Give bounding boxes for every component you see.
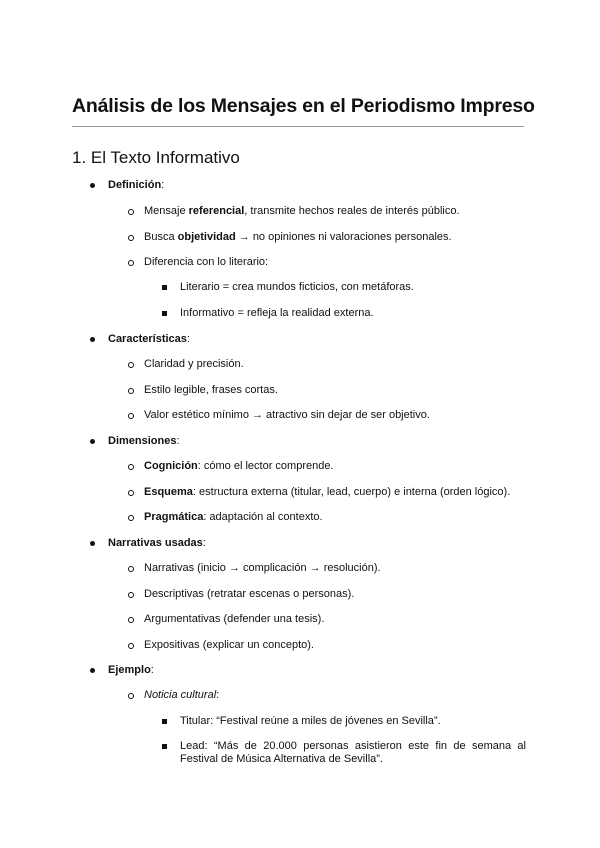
sub-item: Claridad y precisión. xyxy=(144,358,244,370)
bold-text: referencial xyxy=(188,205,245,217)
sub-item: Descriptivas (retratar escenas o personas). xyxy=(144,588,355,600)
text: Mensaje xyxy=(144,205,189,217)
text: Busca xyxy=(144,231,178,243)
item-colon: : xyxy=(202,537,206,549)
item-label: Características xyxy=(108,333,187,345)
bullet-circle-icon xyxy=(128,362,134,368)
bullet-circle-icon xyxy=(128,617,134,623)
item-label: Ejemplo xyxy=(108,664,151,676)
text: : estructura externa (titular, lead, cuerpo) e interna (orden lógico). xyxy=(192,486,511,498)
bullet-circle-icon xyxy=(128,464,134,470)
bullet-circle-icon xyxy=(128,693,134,699)
item-colon: : xyxy=(186,333,190,345)
item-colon: : xyxy=(150,664,154,676)
sub-item xyxy=(144,231,452,244)
bullet-disc-icon xyxy=(90,337,95,342)
sub-item: Valor estético mínimo → atractivo sin dejar de ser objetivo. xyxy=(144,409,430,421)
bullet-circle-icon xyxy=(128,413,134,419)
bullet-circle-icon xyxy=(128,235,134,241)
list-item-definicion xyxy=(108,179,164,192)
item-label: Dimensiones xyxy=(108,435,177,447)
list-item-narrativas xyxy=(108,537,206,550)
italic-text: Noticia cultural xyxy=(144,689,217,701)
bold-text: Esquema xyxy=(144,486,193,498)
bullet-square-icon xyxy=(162,285,167,290)
bullet-circle-icon xyxy=(128,209,134,215)
item-colon: : xyxy=(161,179,165,191)
sub-item: Estilo legible, frases cortas. xyxy=(144,384,278,396)
sub-sub-item: Lead: “Más de 20.000 personas asistieron este fin de semana al Festival de Música Alternativa de Sevilla”. xyxy=(180,740,526,765)
bullet-square-icon xyxy=(162,311,167,316)
bullet-square-icon xyxy=(162,744,167,749)
bullet-circle-icon xyxy=(128,592,134,598)
list-item-caracteristicas xyxy=(108,333,190,346)
document-title: Análisis de los Mensajes en el Periodismo Impreso xyxy=(72,95,535,117)
sub-item xyxy=(144,205,460,218)
text: : adaptación al contexto. xyxy=(203,511,323,523)
sub-item: Narrativas (inicio → complicación → resolución). xyxy=(144,562,381,574)
bold-text: Cognición xyxy=(144,460,198,472)
section-heading: 1. El Texto Informativo xyxy=(72,148,240,167)
sub-item: Expositivas (explicar un concepto). xyxy=(144,639,314,651)
sub-item xyxy=(144,511,323,524)
text: : xyxy=(216,689,220,701)
item-label: Narrativas usadas xyxy=(108,537,203,549)
bullet-circle-icon xyxy=(128,388,134,394)
bullet-circle-icon xyxy=(128,490,134,496)
bullet-circle-icon xyxy=(128,260,134,266)
sub-item xyxy=(144,689,219,702)
bullet-disc-icon xyxy=(90,541,95,546)
title-divider xyxy=(72,126,524,127)
sub-sub-item: Literario = crea mundos ficticios, con metáforas. xyxy=(180,281,414,293)
item-colon: : xyxy=(176,435,180,447)
bold-text: objetividad xyxy=(177,231,236,243)
bullet-circle-icon xyxy=(128,566,134,572)
list-item-dimensiones xyxy=(108,435,180,448)
bullet-circle-icon xyxy=(128,515,134,521)
sub-item xyxy=(144,460,334,473)
bold-text: Pragmática xyxy=(144,511,204,523)
item-label: Definición xyxy=(108,179,162,191)
bullet-disc-icon xyxy=(90,439,95,444)
bullet-disc-icon xyxy=(90,183,95,188)
sub-item xyxy=(144,486,510,499)
text: , transmite hechos reales de interés público. xyxy=(244,205,460,217)
bullet-circle-icon xyxy=(128,643,134,649)
list-item-ejemplo xyxy=(108,664,154,677)
text: : cómo el lector comprende. xyxy=(197,460,334,472)
text: → no opiniones ni valoraciones personales. xyxy=(235,231,452,243)
bullet-square-icon xyxy=(162,719,167,724)
bullet-disc-icon xyxy=(90,668,95,673)
sub-sub-item: Informativo = refleja la realidad externa. xyxy=(180,307,374,319)
sub-item: Argumentativas (defender una tesis). xyxy=(144,613,325,625)
sub-sub-item: Titular: “Festival reúne a miles de jóvenes en Sevilla”. xyxy=(180,715,441,727)
sub-item: Diferencia con lo literario: xyxy=(144,256,269,268)
